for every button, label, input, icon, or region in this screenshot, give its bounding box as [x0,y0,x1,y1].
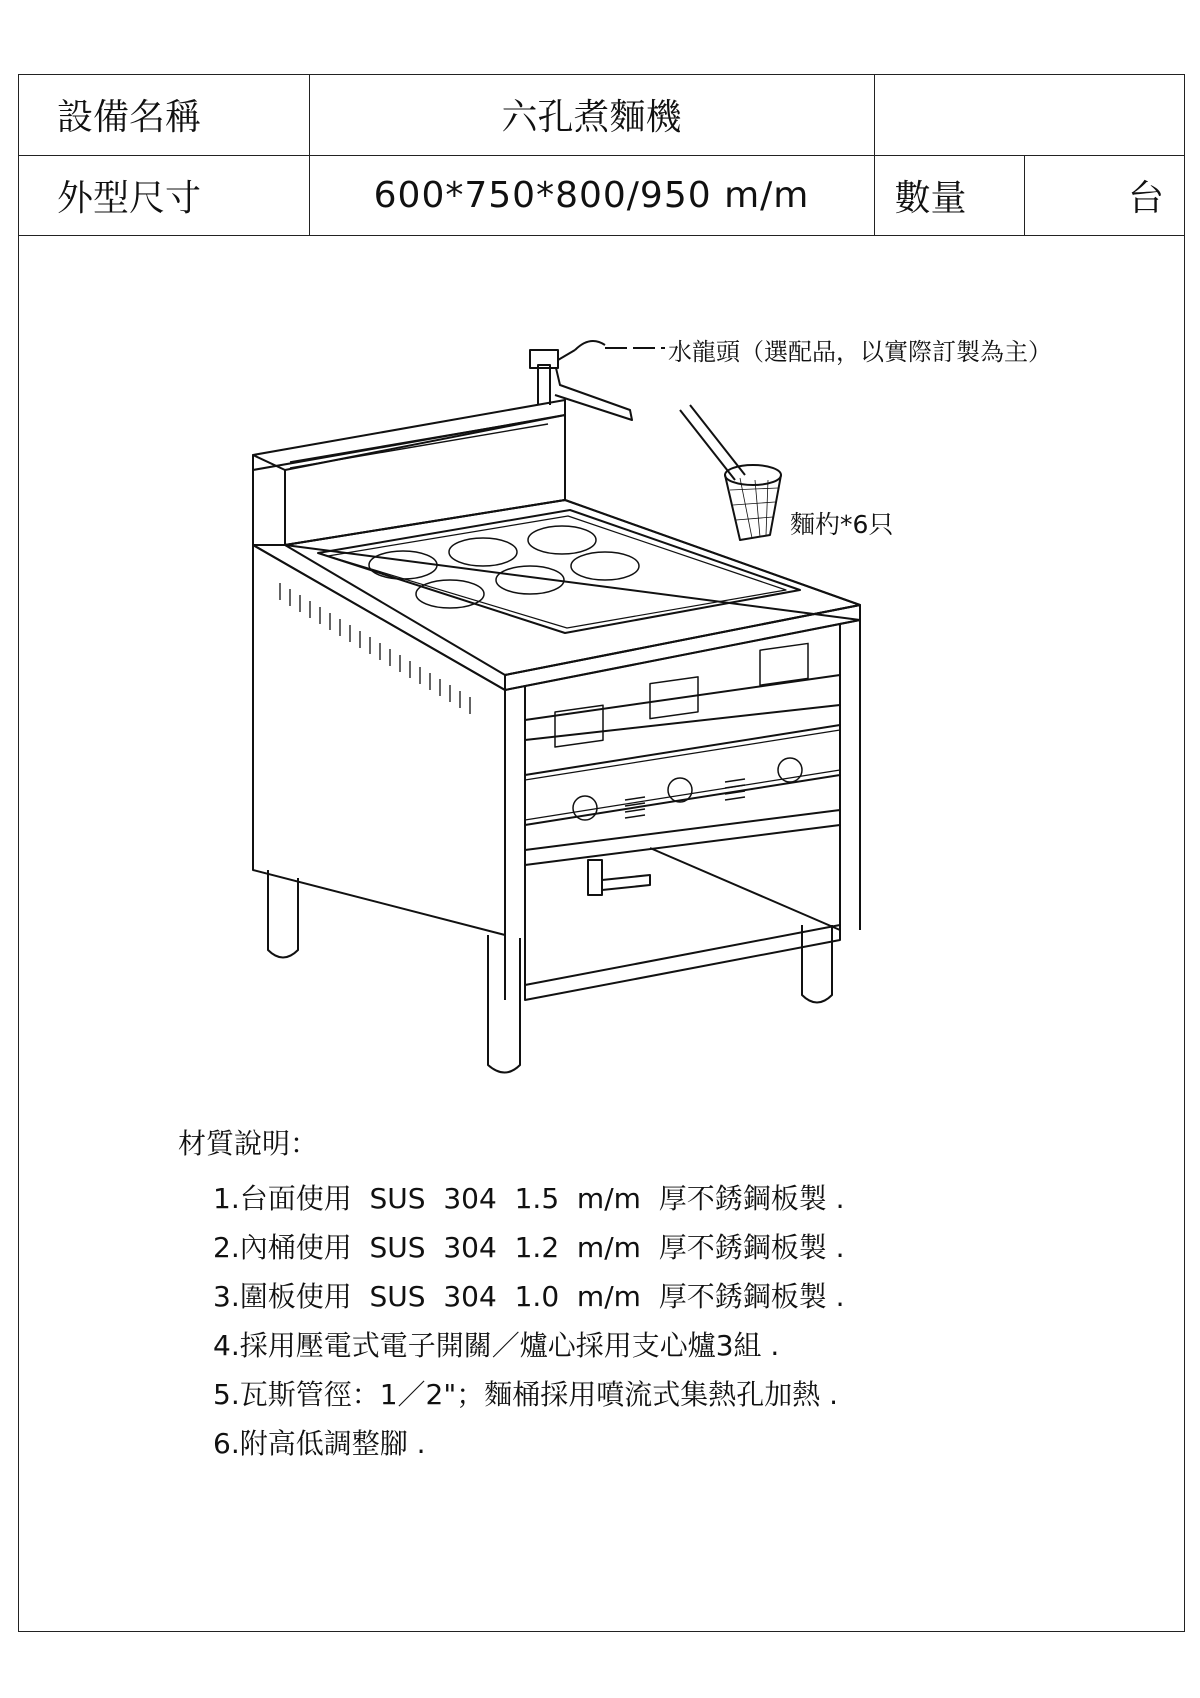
equipment-name-label: 設備名稱 [19,75,309,155]
equipment-name-value: 六孔煮麵機 [309,75,874,155]
spec-item: 3.圍板使用 SUS 304 1.0 m/m 厚不銹鋼板製 . [213,1280,845,1313]
quantity-label: 數量 [874,155,1024,235]
dimensions-value: 600*750*800/950 m/m [309,155,874,235]
spec-item: 6.附高低調整腳 . [213,1427,426,1460]
basket-callout: 麵杓*6只 [790,510,894,539]
spec-item: 1.台面使用 SUS 304 1.5 m/m 厚不銹鋼板製 . [213,1182,845,1215]
dimensions-label: 外型尺寸 [19,155,309,235]
spec-item: 2.內桶使用 SUS 304 1.2 m/m 厚不銹鋼板製 . [213,1231,845,1264]
spec-item: 4.採用壓電式電子開關／爐心採用支心爐3組 . [213,1329,780,1362]
quantity-unit: 台 [1024,155,1184,235]
spec-list [158,1174,845,1468]
spec-title: 材質說明： [178,1127,319,1160]
material-spec [158,1122,845,1468]
faucet-callout: 水龍頭（選配品，以實際訂製為主） [668,338,1052,366]
spec-item: 5.瓦斯管徑：1／2"；麵桶採用噴流式集熱孔加熱 . [213,1378,839,1411]
